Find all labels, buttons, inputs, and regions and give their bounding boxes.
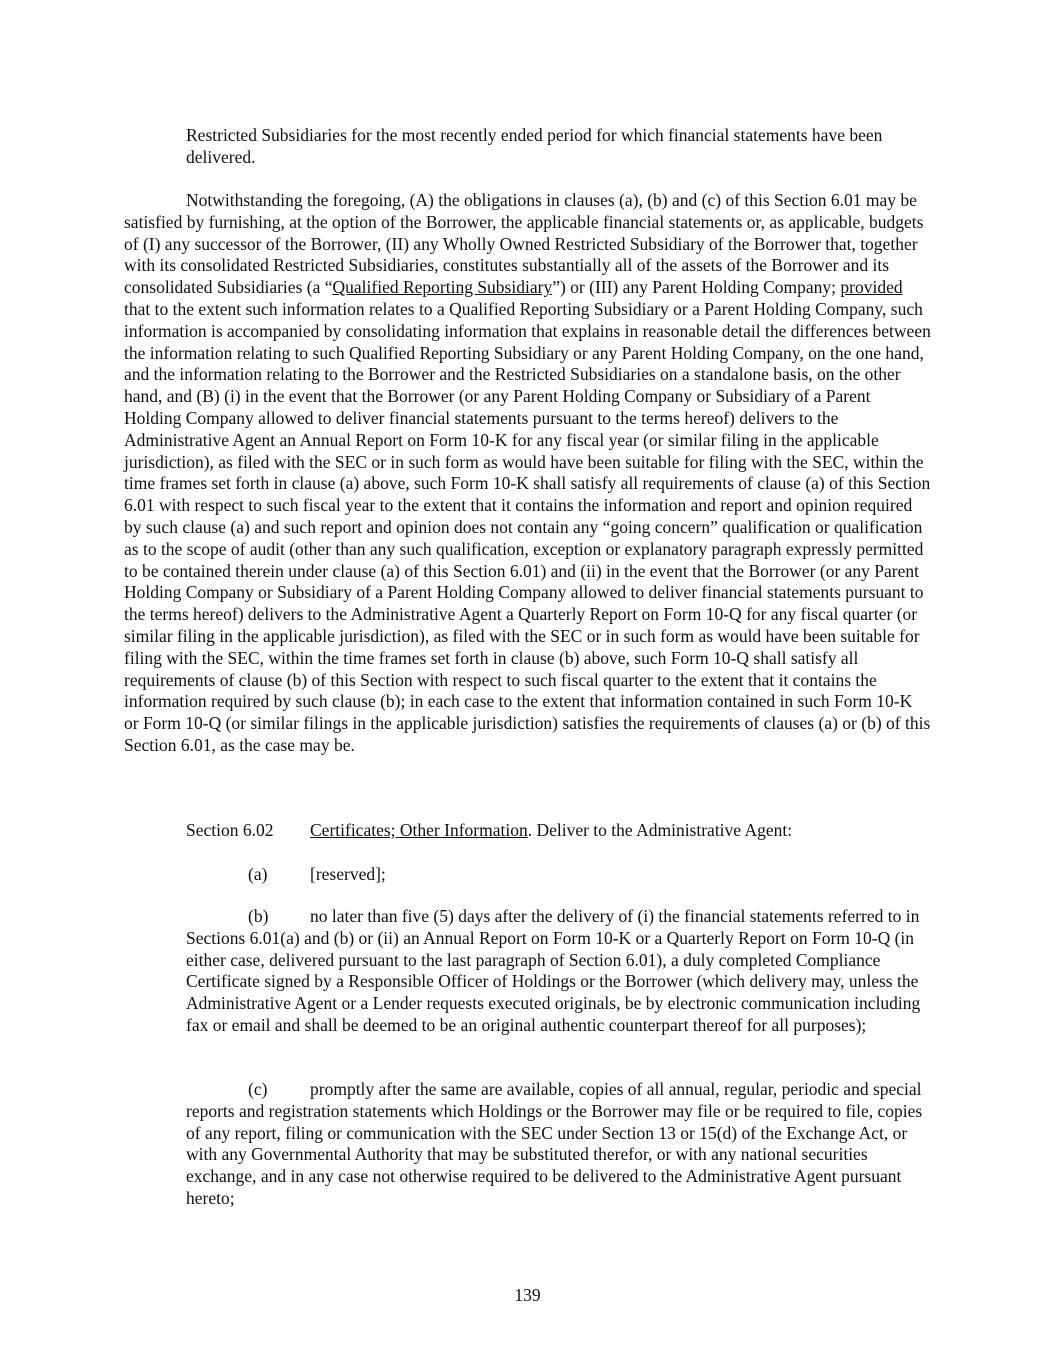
section-lead: . Deliver to the Administrative Agent: <box>527 820 793 840</box>
clause-text: promptly after the same are available, copies of all annual, regular, periodic and special reports and registration statements which Holdings or the Borrower may file or be required to file, copies of any report, filing or communication with the SEC under Section 13 or 15(d) of the Exchange Act, or with any Governmental Authority that may be substituted therefor, or with any national securities exchange, and in any case not otherwise required to be delivered to the Administrative Agent pursuant hereto; <box>186 1079 923 1208</box>
defined-term: Qualified Reporting Subsidiary <box>332 277 553 298</box>
clause-c <box>186 1079 931 1210</box>
clause-b <box>186 906 931 1037</box>
page-number: 139 <box>514 1285 541 1305</box>
clause-a <box>186 864 931 886</box>
clause-text: [reserved]; <box>310 864 386 884</box>
paragraph-text: that to the extent such information relates to a Qualified Reporting Subsidiary or a Parent Holding Company, such information is accompanied by consolidating information that explains in reasonable detail the differences between the information relating to such Qualified Reporting Subsidiary or any Parent Holding Company, on the one hand, and the information relating to the Borrower and the Restricted Subsidiaries on a standalone basis, on the other hand, and (B) (i) in the event that the Borrower (or any Parent Holding Company or Subsidiary of a Parent Holding Company allowed to deliver financial statements pursuant to the terms hereof) delivers to the Administrative Agent an Annual Report on Form 10-K for any fiscal year (or similar filing in the applicable jurisdiction), as filed with the SEC or in such form as would have been suitable for filing with the SEC, within the time frames set forth in clause (a) above, such Form 10-K shall satisfy all requirements of clause (a) of this Section 6.01 with respect to such fiscal year to the extent that it contains the information and report and opinion required by such clause (a) and such report and opinion does not contain any “going concern” qualification or qualification as to the scope of audit (other than any such qualification, exception or explanatory paragraph expressly permitted to be contained therein under clause (a) of this Section 6.01) and (ii) in the event that the Borrower (or any Parent Holding Company or Subsidiary of a Parent Holding Company allowed to deliver financial statements pursuant to the terms hereof) delivers to the Administrative Agent a Quarterly Report on Form 10-Q for any fiscal quarter (or similar filing in the applicable jurisdiction), as filed with the SEC or in such form as would have been suitable for filing with the SEC, within the time frames set forth in clause (b) above, such Form 10-Q shall satisfy all requirements of clause (b) of this Section with respect to such fiscal quarter to the extent that it contains the information required by such clause (b); in each case to the extent that information contained in such Form 10-K or Form 10-Q (or similar filings in the applicable jurisdiction) satisfies the requirements of clauses (a) or (b) of this Section 6.01, as the case may be. <box>124 298 931 755</box>
clause-text: no later than five (5) days after the delivery of (i) the financial statements referred to in Sections 6.01(a) and (b) or (ii) an Annual Report on Form 10-K or a Quarterly Report on Form 10-Q (in either case, delivered pursuant to the last paragraph of Section 6.01), a duly completed Compliance Certificate signed by a Responsible Officer of Holdings or the Borrower (which delivery may, unless the Administrative Agent or a Lender requests executed originals, be by electronic communication including fax or email and shall be deemed to be an original authentic counterpart thereof for all purposes); <box>186 906 921 1035</box>
paragraph-text: Notwithstanding the foregoing, (A) the obligations in clauses (a), (b) and (c) of this Section 6.01 may be satisfied by furnishing, at the option of the Borrower, the applicable financial statements or, as applicable, budgets of (I) any successor of the Borrower, (II) any Wholly Owned Restricted Subsidiary of the Borrower that, together with its consolidated Restricted Subsidiaries, constitutes substantially all of the assets of the Borrower and its consolidated Subsidiaries (a “ <box>124 190 924 298</box>
paragraph-text: ”) or (III) any Parent Holding Company; <box>552 277 841 298</box>
section-heading <box>186 820 931 842</box>
provided-term: provided <box>840 277 903 298</box>
clause-label: (a) <box>248 864 268 884</box>
section-title: Certificates; Other Information <box>310 820 528 840</box>
clause-label: (b) <box>248 906 269 926</box>
notwithstanding-paragraph <box>124 190 931 757</box>
continuation-paragraph: Restricted Subsidiaries for the most recently ended period for which financial statements have been delivered. <box>186 125 883 167</box>
clause-label: (c) <box>248 1079 268 1099</box>
section-number: Section 6.02 <box>186 820 274 840</box>
